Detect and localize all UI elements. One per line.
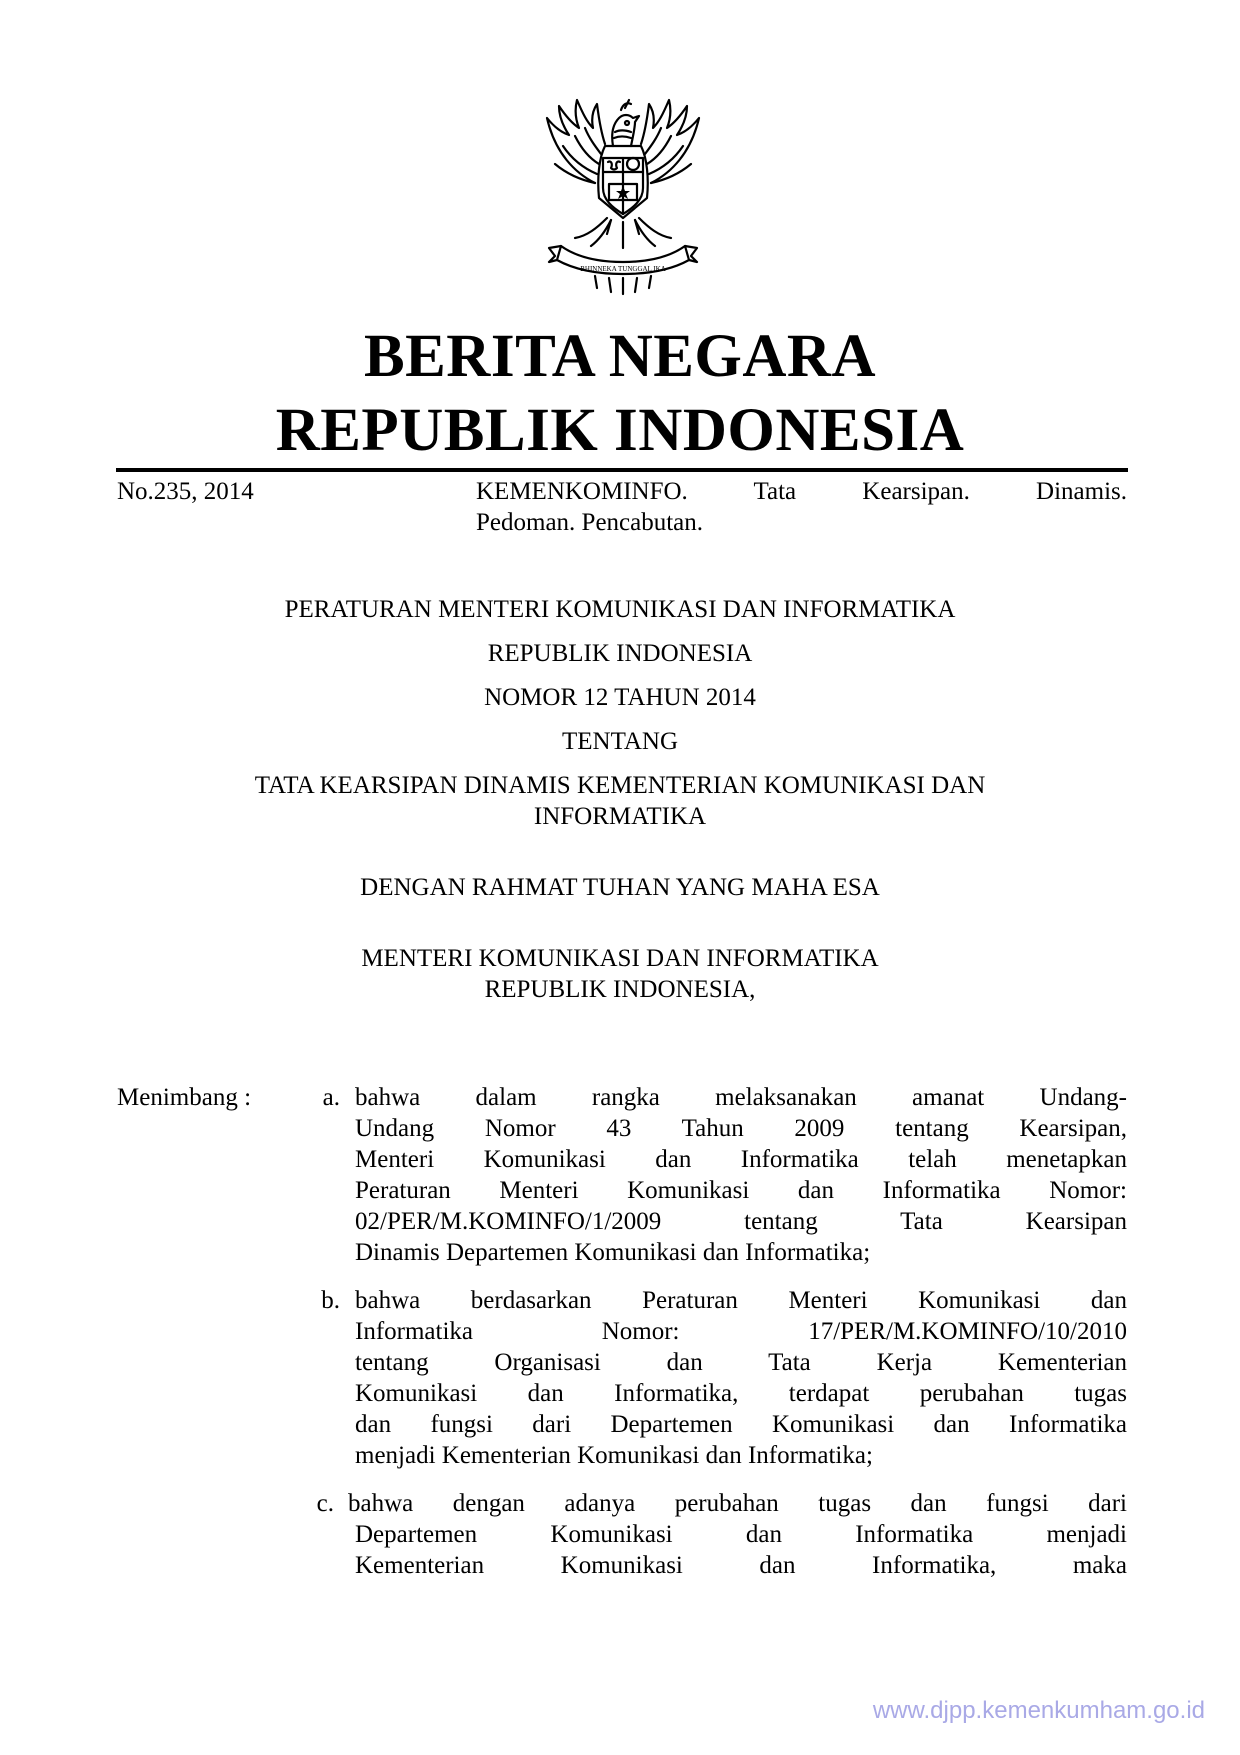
masthead-rule [116, 468, 1128, 472]
masthead-title: BERITA NEGARA [363, 323, 877, 390]
issuer-line: MENTERI KOMUNIKASI DAN INFORMATIKA [361, 945, 879, 972]
paragraph-line: bahwa dalam rangka melaksanakan amanat Undang- [355, 1084, 1127, 1111]
regulation-subject-line: TATA KEARSIPAN DINAMIS KEMENTERIAN KOMUNIKASI DAN [254, 772, 986, 799]
paragraph-line: Informatika Nomor: 17/PER/M.KOMINFO/10/2010 [355, 1318, 1127, 1345]
consideration-marker: b. [321, 1287, 340, 1314]
garuda-pancasila-emblem-icon [525, 88, 721, 300]
masthead-subtitle: REPUBLIK INDONESIA [275, 397, 965, 464]
paragraph-line: bahwa berdasarkan Peraturan Menteri Komunikasi dan [355, 1287, 1127, 1314]
consideration-marker: a. [322, 1084, 340, 1111]
consideration-marker: c. [316, 1490, 334, 1517]
paragraph-line: Departemen Komunikasi dan Informatika menjadi [355, 1521, 1127, 1548]
regulation-subject-line: INFORMATIKA [533, 803, 707, 830]
issuer-line: REPUBLIK INDONESIA, [484, 976, 756, 1003]
consideration-paragraph [355, 1285, 1127, 1471]
paragraph-line: Kementerian Komunikasi dan Informatika, maka [355, 1552, 1127, 1579]
paragraph-line: 02/PER/M.KOMINFO/1/2009 tentang Tata Kearsipan [355, 1208, 1127, 1235]
invocation: DENGAN RAHMAT TUHAN YANG MAHA ESA [360, 874, 880, 901]
consideration-paragraph [355, 1082, 1127, 1268]
regulation-about-label: TENTANG [561, 728, 679, 755]
regulation-title-line: PERATURAN MENTERI KOMUNIKASI DAN INFORMATIKA [284, 596, 956, 623]
issue-number: No.235, 2014 [117, 478, 254, 505]
footer-url[interactable]: www.djpp.kemenkumham.go.id [872, 1697, 1205, 1724]
paragraph-line: Undang Nomor 43 Tahun 2009 tentang Kearsipan, [355, 1115, 1127, 1142]
issue-subject-line1: KEMENKOMINFO. Tata Kearsipan. Dinamis. [476, 478, 1127, 505]
paragraph-line: Dinamis Departemen Komunikasi dan Informatika; [355, 1239, 871, 1266]
paragraph-line: dan fungsi dari Departemen Komunikasi dan Informatika [355, 1411, 1127, 1438]
regulation-title-line: REPUBLIK INDONESIA [487, 640, 753, 667]
paragraph-line: tentang Organisasi dan Tata Kerja Kementerian [355, 1349, 1127, 1376]
paragraph-line: Peraturan Menteri Komunikasi dan Informatika Nomor: [355, 1177, 1127, 1204]
paragraph-line: Menteri Komunikasi dan Informatika telah menetapkan [355, 1146, 1127, 1173]
considerations-label: Menimbang : [117, 1084, 252, 1111]
issue-subject-line2: Pedoman. Pencabutan. [476, 509, 704, 536]
emblem-motto: BHINNEKA TUNGGAL IKA [580, 265, 666, 273]
paragraph-line: Komunikasi dan Informatika, terdapat perubahan tugas [355, 1380, 1127, 1407]
regulation-number: NOMOR 12 TAHUN 2014 [484, 684, 756, 711]
paragraph-line: bahwa dengan adanya perubahan tugas dan fungsi dari [348, 1490, 1127, 1517]
consideration-paragraph [348, 1488, 1127, 1581]
paragraph-line: menjadi Kementerian Komunikasi dan Informatika; [355, 1442, 873, 1469]
